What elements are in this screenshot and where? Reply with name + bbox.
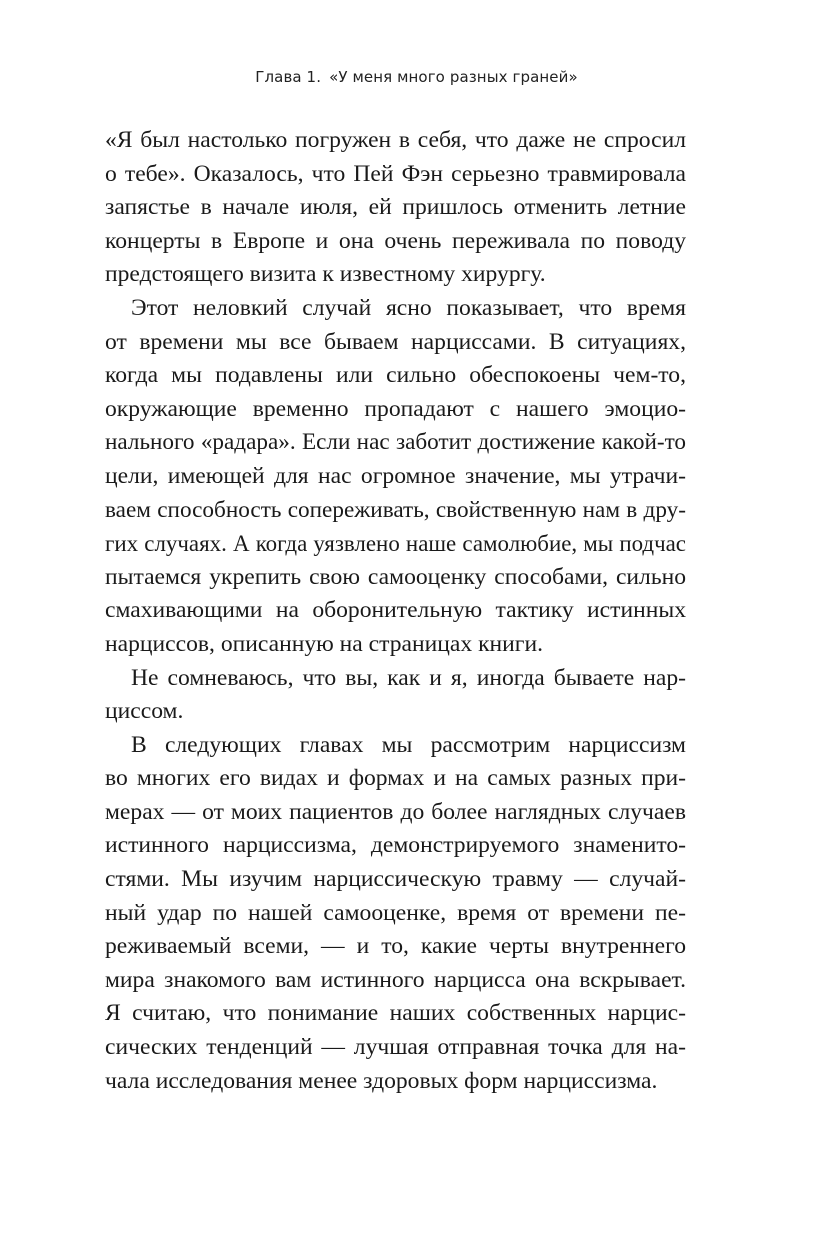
- text-line: запястье в начале июля, ей пришлось отменить летние: [105, 194, 686, 221]
- paragraph: [105, 729, 686, 1099]
- paragraph: [105, 292, 686, 662]
- text-line: ваем способность сопереживать, свойственную нам в дру-: [105, 496, 686, 523]
- text-line: о тебе». Оказалось, что Пей Фэн серьезно травмировала: [105, 160, 686, 187]
- chapter-number: Глава 1.: [255, 68, 322, 86]
- text-line: Не сомневаюсь, что вы, как и я, иногда бываете нар-: [131, 664, 686, 691]
- text-line: циссом.: [105, 698, 184, 725]
- text-line: сических тенденций — лучшая отправная точка для на-: [105, 1034, 686, 1061]
- paragraph: [105, 124, 686, 292]
- text-line: нального «радара». Если нас заботит достижение какой-то: [105, 429, 686, 456]
- text-line: ный удар по нашей самооценке, время от времени пе-: [105, 899, 686, 926]
- text-line: В следующих главах мы рассмотрим нарциссизм: [131, 731, 686, 758]
- text-line: во многих его видах и формах и на самых разных при-: [105, 765, 686, 792]
- text-line: «Я был настолько погружен в себя, что даже не спросил: [105, 127, 686, 153]
- body-text: [105, 124, 686, 1098]
- text-line: стями. Мы изучим нарциссическую травму — случай-: [105, 866, 686, 893]
- text-line: когда мы подавлены или сильно обеспокоены чем-то,: [105, 362, 686, 389]
- chapter-title: «У меня много разных граней»: [329, 68, 578, 86]
- text-line: чала исследования менее здоровых форм нарциссизма.: [105, 1067, 658, 1094]
- text-line: мерах — от моих пациентов до более наглядных случаев: [105, 798, 686, 825]
- text-line: нарциссов, описанную на страницах книги.: [105, 630, 543, 657]
- text-line: Я считаю, что понимание наших собственных нарцис-: [105, 1000, 686, 1027]
- text-line: окружающие временно пропадают с нашего эмоцио-: [105, 395, 686, 422]
- running-header: [0, 68, 833, 86]
- text-line: концерты в Европе и она очень переживала по поводу: [105, 227, 686, 254]
- text-line: пытаемся укрепить свою самооценку способами, сильно: [105, 563, 686, 590]
- text-line: Этот неловкий случай ясно показывает, что время: [131, 294, 686, 321]
- text-line: от времени мы все бываем нарциссами. В ситуациях,: [105, 328, 686, 355]
- text-line: смахивающими на оборонительную тактику истинных: [105, 597, 686, 624]
- text-line: реживаемый всеми, — и то, какие черты внутреннего: [105, 933, 686, 960]
- text-line: цели, имеющей для нас огромное значение, мы утрачи-: [105, 462, 686, 489]
- text-line: мира знакомого вам истинного нарцисса она вскрывает.: [105, 966, 686, 993]
- paragraph: [105, 662, 686, 729]
- text-line: предстоящего визита к известному хирургу.: [105, 261, 546, 288]
- text-line: истинного нарциссизма, демонстрируемого знаменито-: [105, 832, 686, 859]
- text-line: гих случаях. А когда уязвлено наше самолюбие, мы подчас: [105, 531, 686, 557]
